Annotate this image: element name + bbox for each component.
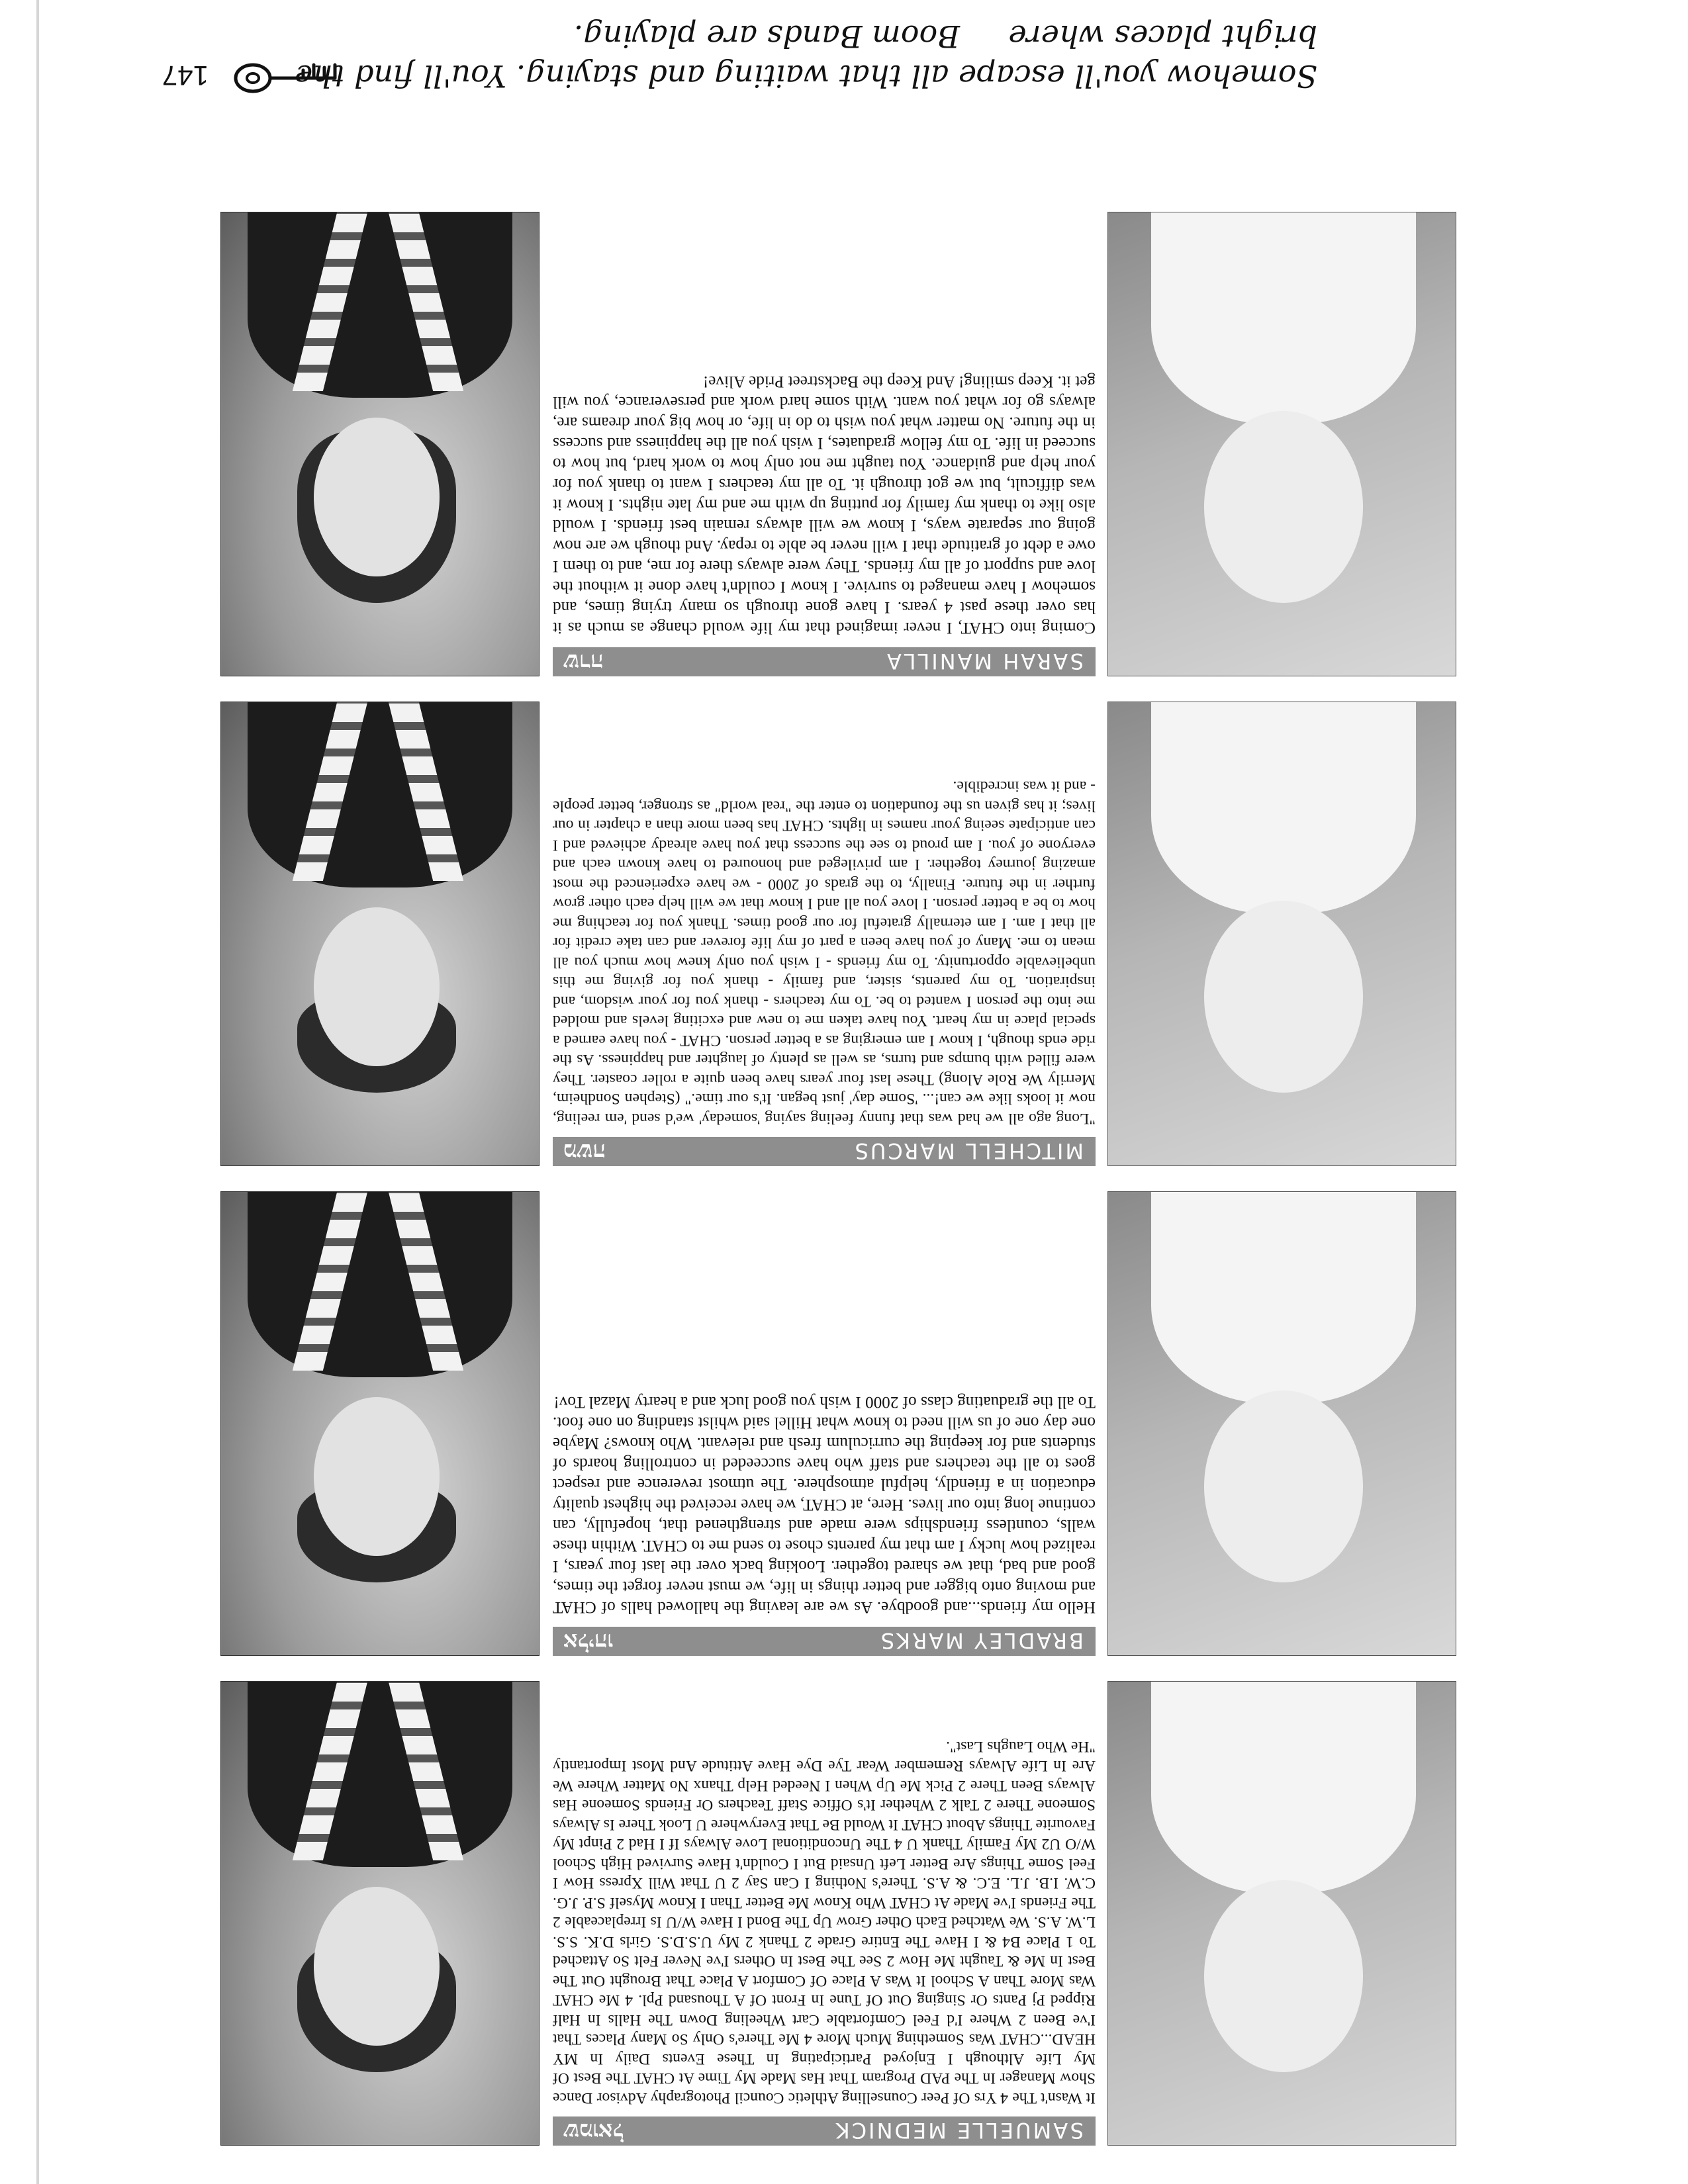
student-entry: [0, 690, 1688, 1166]
student-header-bar: [553, 1137, 1096, 1166]
student-header-bar: [553, 647, 1096, 676]
student-bio: Hello my friends...and goodbye. As we are leaving the hallowed halls of CHAT and moving onto bigger and better things in life, we must never forget the times, good and bad, that we shared together. Looking back over the last four years, I realized how lucky I am that my parents chose to send me to CHAT. Within these walls, countless friendships were made and strengthened that, hopefully, can continue long into our lives. Here, at CHAT, we have received the highest quality education in a friendly, helpful atmosphere. The utmost reverence and respect goes to all the teachers and staff who have succeeded in controlling hoards of students and for keeping the curriculum fresh and relevant. Who knows? Maybe one day one of us will need to know what Hillel said whilst standing on one foot. To all the graduating class of 2000 I wish you good luck and a hearty Mazal Tov!: [553, 1393, 1096, 1616]
student-entry: [0, 1669, 1688, 2146]
graduation-portrait: [220, 1681, 539, 2146]
footer-quote-line-2: Boom Bands are playing.: [573, 19, 960, 54]
graduation-portrait: [220, 212, 539, 676]
student-name: MITCHELL MARCUS: [853, 1138, 1084, 1163]
student-bio: "Long ago all we had was that funny feeling saying 'someday' we'd send 'em reeling, now it looks like we can!... 'Some day' just began. It's our time." (Stephen Sondheim, Merrily We Role Along) These last four years have been quite a roller coaster. They were filled with bumps and turns, as well as plenty of laughter and happiness. As the ride ends though, I know I am emerging as a better person. CHAT - you have earned a special place in my heart. You have taken me to new and exciting levels and molded me into the person I wanted to be. To my teachers - thank you for your wisdom, and inspiration. To my parents, sister, and family - thank you for giving me this unbelievable opportunity. To my friends - I wish you only knew how much you all mean to me. Many of you have been a part of my life forever and can take credit for all that I am. I am eternally grateful for our good times. Thank you for teaching me how to be a better person. I love you all and I know that we will help each other grow further in the future. Finally, to the grads of 2000 - we have experienced the most amazing journey together. I am privileged and honoured to have known each and everyone of you. I am proud to see the success that you have already achieved and I can anticipate seeing your names in lights. CHAT has been more than a chapter in our lives; it has given us the foundation to enter the "real world" as stronger, better people - and it was incredible.: [553, 778, 1096, 1127]
student-hebrew-name: שרה: [563, 649, 604, 675]
student-hebrew-name: משה: [563, 1138, 606, 1165]
graduation-portrait: [220, 1191, 539, 1656]
childhood-photo: [1107, 702, 1456, 1166]
childhood-photo: [1107, 212, 1456, 676]
student-name: BRADLEY MARKS: [878, 1628, 1084, 1653]
student-entry: [0, 1179, 1688, 1656]
student-hebrew-name: שמואל: [563, 2118, 624, 2144]
key-icon: [232, 52, 344, 105]
student-name: SAMUELLE MEDNICK: [833, 2118, 1084, 2143]
page-number: 147: [162, 60, 209, 91]
student-header-bar: [553, 1627, 1096, 1656]
childhood-photo: [1107, 1191, 1456, 1656]
student-bio: Coming into CHAT, I never imagined that my life would change as much as it has over these past 4 years. I have gone through so many trying times, and somehow I have managed to survive. I know I couldn't have done it without the love and support of all my friends. They were always there for me, and to them I owe a debt of gratitude that I will never be able to repay. And though we are now going our separate ways, I know we will always remain best friends. I would also like to thank my family for putting up with me and my late nights. I know it was difficult, but we got through it. To all my teachers I want to thank you for your help and guidance. You taught me not only how to work hard, but how to succeed in life. To my fellow graduates, I wish you all the happiness and success in the future. No matter what you wish to do in life, or how big your dreams are, always go for what you want. With some hard work and perseverance, you will get it. Keep smiling! And Keep the Backstreet Pride Alive!: [553, 373, 1096, 637]
student-name: SARAH MANILLA: [884, 649, 1084, 674]
student-bio: It Wasn't The 4 Yrs Of Peer Counselling Athletic Council Photography Advisor Dance Show Manager In The PAD Program That Has Made My Time At CHAT The Best Of My Life Although I Enjoyed Participating In These Events Daily In MY HEAD...CHAT Was Something Much More 4 Me There's Only So Many Places That I've Been 2 Where I'd Feel Comfortable Cart Wheeling Down The Halls In Half Ripped Pj Pants Or Singing Out Of Tune In Front Of A Thousand Ppl. 4 Me CHAT Was More Than A School It Was A Place Of Comfort A Place That Brought Out The Best In Me & Taught Me How 2 See The Best In Others I've Never Felt So Attached To 1 Place B4 & I Have The Entire Grade 2 Thank 2 My U.S.D.S. Girls D.K. S.S. L.W. A.S. We Watched Each Other Grow Up The Bond I Have W/U Is Irreplaceable 2 The Friends I've Made At CHAT Who Know Me Better Than I Know Myself S.P. J.G. C.W. I.B. J.L. E.C. & A.S. There's Nothing I Can Say 2 U That Will Xpress How I Feel Some Things Are Better Left Unsaid But I Couldn't Have Survived High School W/O U2 My Family Thank U 4 The Unconditional Love Always If I Had 2 Pinpt My Favourite Things About CHAT It Would Be That Everywhere U Look There Is Always Someone There 2 Talk 2 Whether It's Office Staff Teachers Or Friends Someone Has Always Been There 2 Pick Me Up When I Needed Help Thanx No Matter Where We Are In Life Always Remember Wear Tye Dye Have Attitude And Most Importantly "He Who Laughs Last".: [553, 1738, 1096, 2107]
footer-quote-line-1: Somehow you'll escape all that waiting and staying. You'll find the bright places where: [295, 19, 1317, 94]
student-hebrew-name: אליהו: [563, 1628, 613, 1655]
student-header-bar: [553, 2116, 1096, 2146]
graduation-portrait: [220, 702, 539, 1166]
student-entry: [0, 200, 1688, 676]
childhood-photo: [1107, 1681, 1456, 2146]
